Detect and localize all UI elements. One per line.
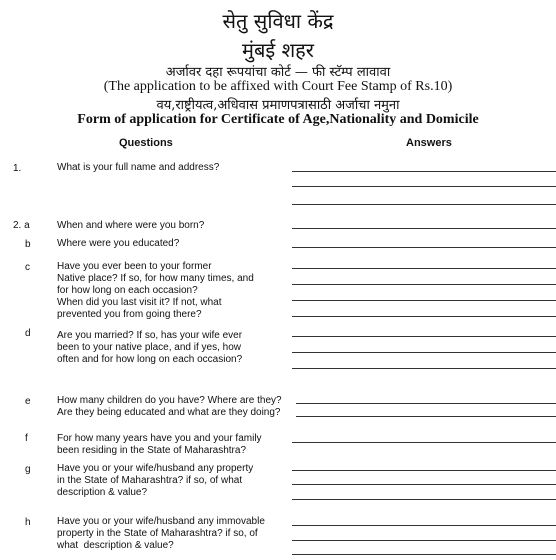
answer-line[interactable] <box>292 470 556 471</box>
questions-column-header: Questions <box>119 137 173 149</box>
answer-line[interactable] <box>292 228 556 229</box>
answer-line[interactable] <box>292 499 556 500</box>
answer-line[interactable] <box>292 268 556 269</box>
stamp-instruction-marathi: अर्जावर दहा रूपयांचा कोर्ट — फी स्टॅम्प लावावा <box>165 65 391 80</box>
question-text: When and where were you born? <box>57 220 205 231</box>
answer-line[interactable] <box>292 171 556 172</box>
answer-line[interactable] <box>292 442 556 443</box>
question-text: Are you married? If so, has your wife ever been to your native place, and if yes, how often and for how long on each occasion? <box>57 330 243 365</box>
question-text: Where were you educated? <box>57 238 180 249</box>
question-number: c <box>25 262 30 273</box>
question-number: e <box>25 396 31 407</box>
office-title-marathi: सेतु सुविधा केंद्र <box>222 9 334 33</box>
question-text: Have you or your wife/husband any property in the State of Maharashtra? if so, of what description & value? <box>57 463 254 498</box>
question-number: d <box>25 328 31 339</box>
question-text: For how many years have you and your family been residing in the State of Maharashtra? <box>57 433 262 456</box>
answer-line[interactable] <box>292 336 556 337</box>
answer-line[interactable] <box>292 525 556 526</box>
question-number: h <box>25 517 31 528</box>
answer-line[interactable] <box>292 204 556 205</box>
question-text: Have you ever been to your former Native place? If so, for how many times, and for how long on each occasion? When did you last visit it? If not, what prevented you from going there? <box>57 261 254 320</box>
answers-column-header: Answers <box>406 137 452 149</box>
question-number: 1. <box>13 163 22 174</box>
answer-line[interactable] <box>292 352 556 353</box>
question-number: f <box>25 433 28 444</box>
question-text: Have you or your wife/husband any immovable property in the State of Maharashtra? if so, of what description & value? <box>57 516 265 551</box>
answer-line[interactable] <box>292 368 556 369</box>
question-text: What is your full name and address? <box>57 162 220 173</box>
answer-line[interactable] <box>292 247 556 248</box>
form-title-marathi: वय,राष्ट्रीयत्व,अधिवास प्रमाणपत्रासाठी अर्जाचा नमुना <box>156 98 400 113</box>
answer-line[interactable] <box>292 316 556 317</box>
stamp-instruction-english: (The application to be affixed with Court Fee Stamp of Rs.10) <box>103 79 453 94</box>
answer-line[interactable] <box>292 300 556 301</box>
answer-line[interactable] <box>296 416 556 417</box>
question-number: b <box>25 239 31 250</box>
answer-line[interactable] <box>292 554 556 555</box>
answer-line[interactable] <box>292 186 556 187</box>
answer-line[interactable] <box>292 540 556 541</box>
answer-line[interactable] <box>292 284 556 285</box>
question-text: How many children do you have? Where are they? Are they being educated and what are they doing? <box>57 395 282 418</box>
city-title-marathi: मुंबई शहर <box>242 38 314 62</box>
question-number: g <box>25 464 31 475</box>
question-number: 2. a <box>13 220 30 231</box>
form-title: Form of application for Certificate of Age,Nationality and Domicile <box>77 112 479 127</box>
answer-line[interactable] <box>296 403 556 404</box>
answer-line[interactable] <box>292 484 556 485</box>
